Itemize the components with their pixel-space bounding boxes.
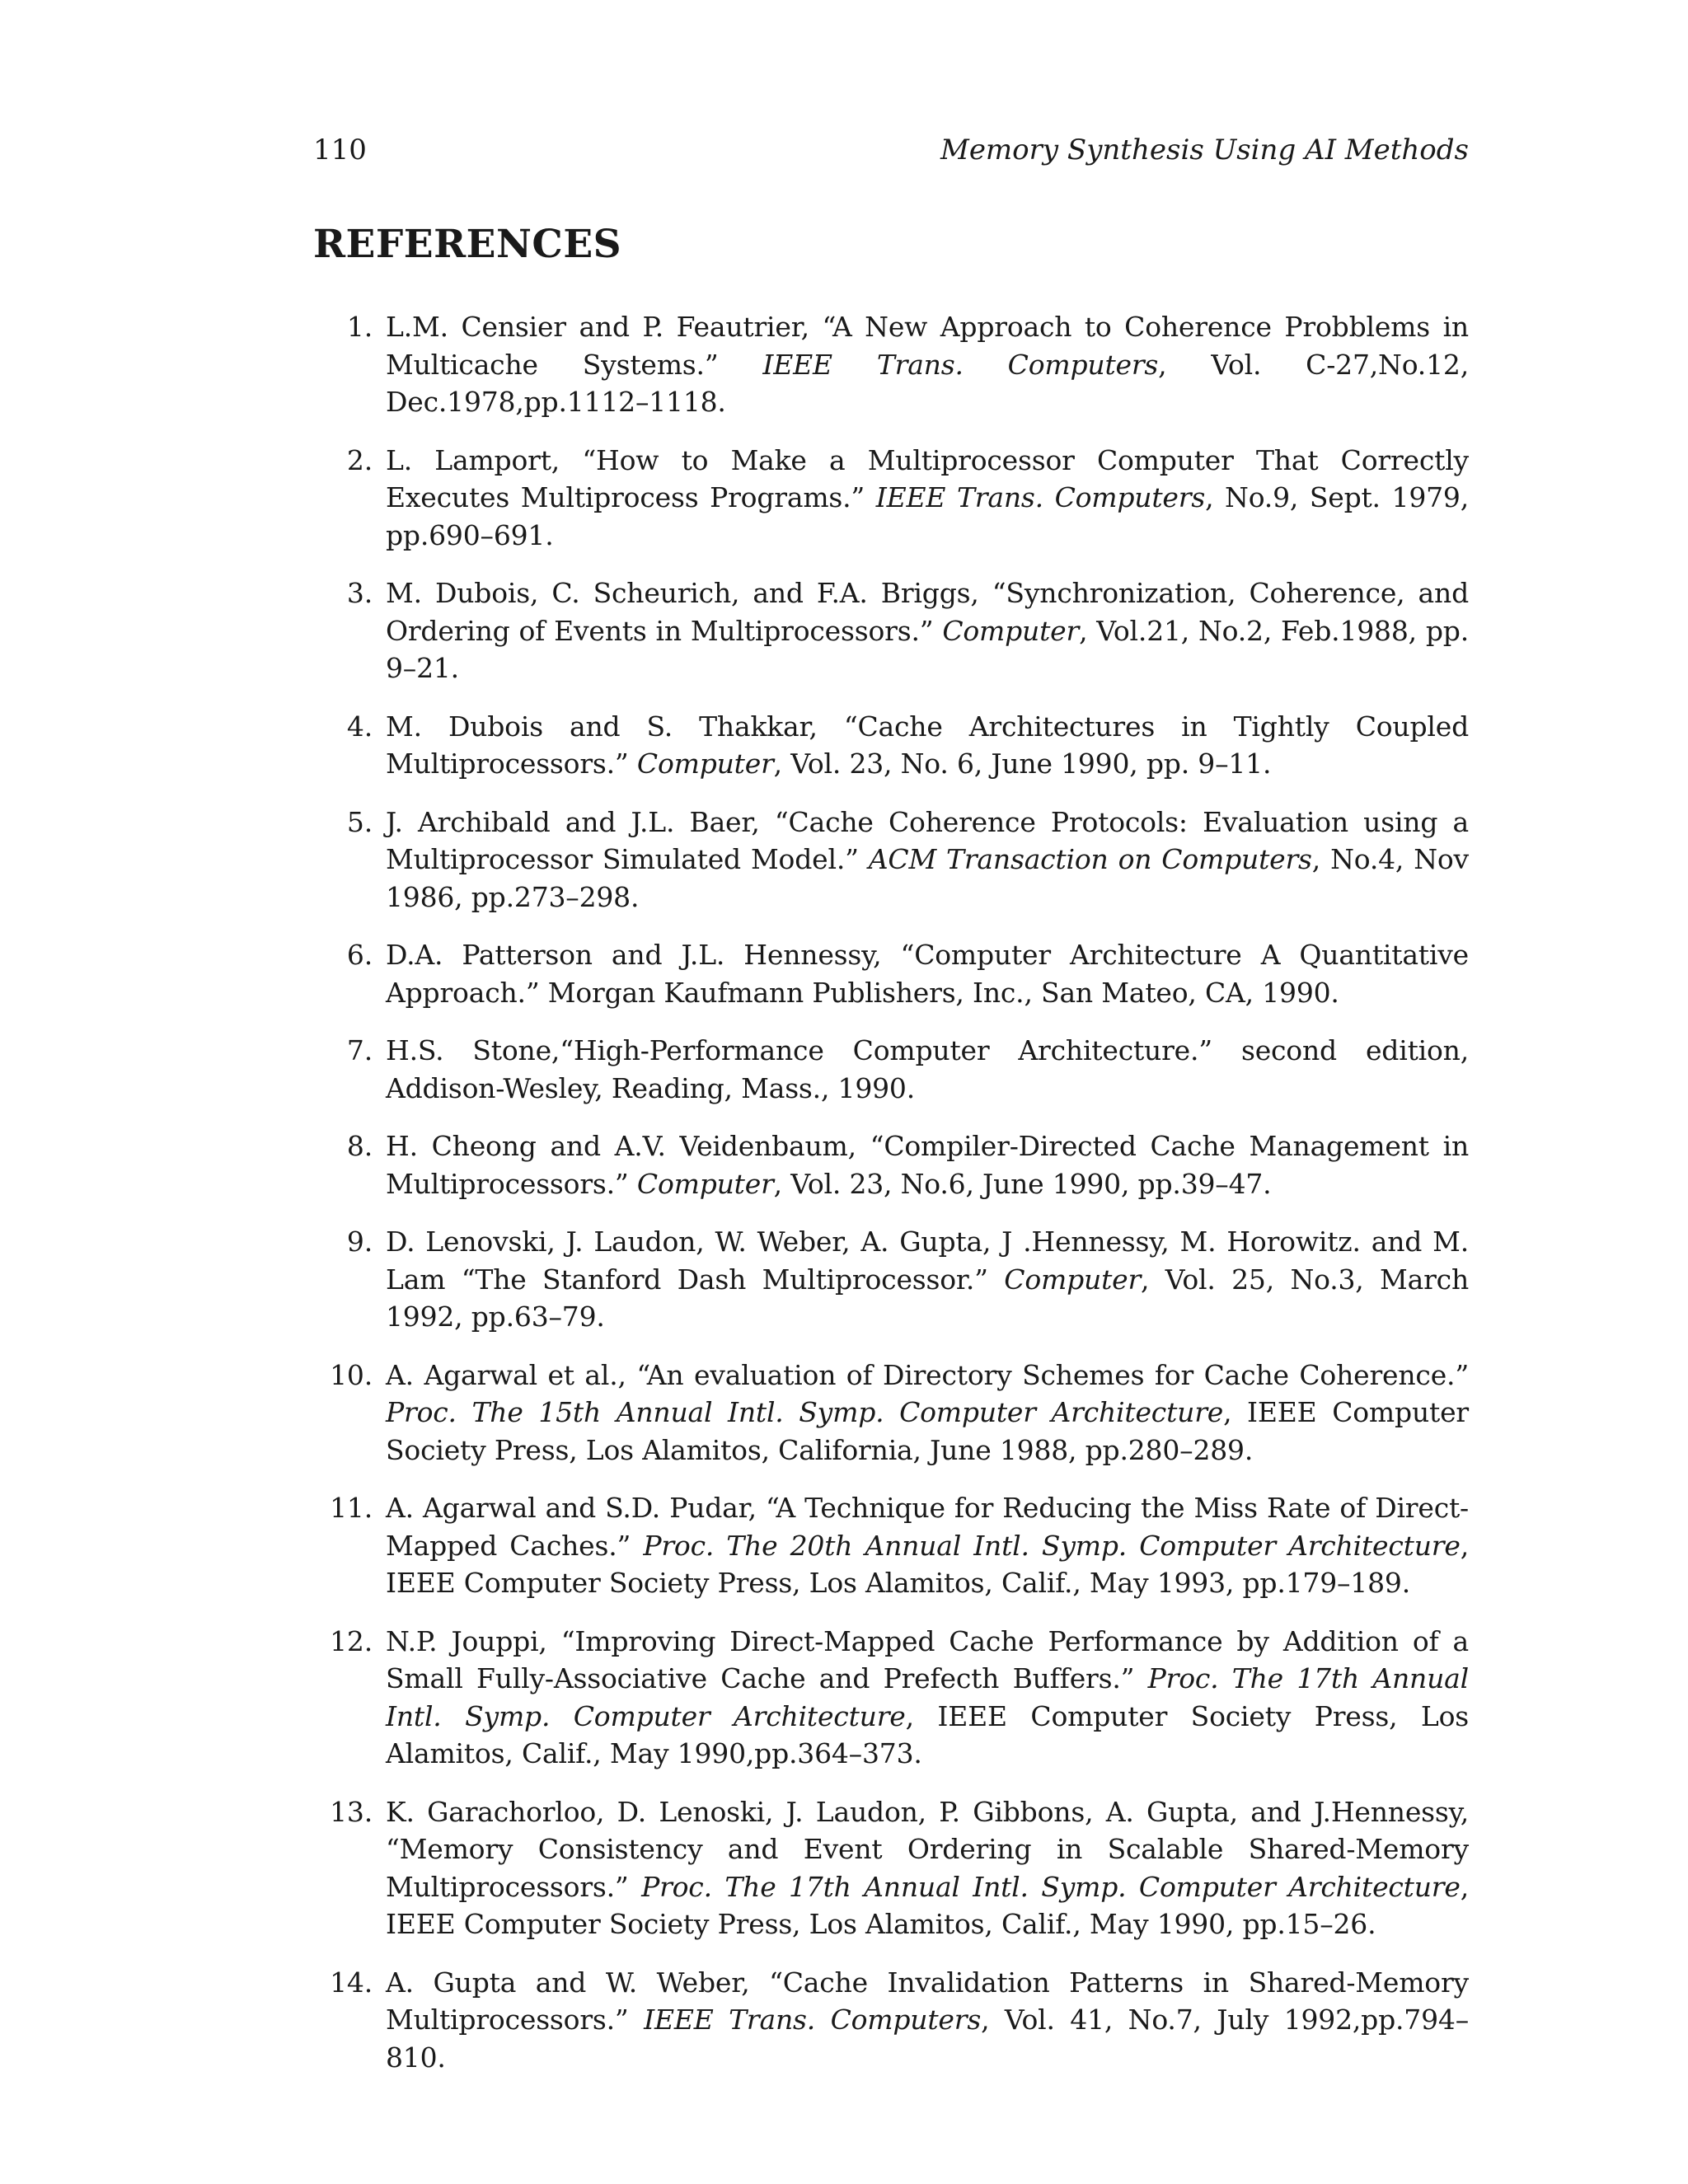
- reference-text: [386, 1034, 1469, 1104]
- reference-source-italic: Proc. The 17th Annual Intl. Symp. Computer Architecture: [641, 1870, 1461, 1903]
- reference-source-italic: Computer: [1004, 1263, 1142, 1296]
- reference-segment: , Vol. C-27,No.12, Dec.1978,pp.1112–1118.: [386, 348, 1469, 418]
- reference-segment: H.S. Stone,“High-Performance Computer Architecture.” second edition, Addison-Wesley, Reading, Mass., 1990.: [386, 1034, 1469, 1104]
- reference-item: [313, 1793, 1469, 1943]
- reference-segment: , Vol. 23, No. 6, June 1990, pp. 9–11.: [773, 748, 1272, 780]
- reference-source-italic: Computer: [636, 748, 774, 780]
- reference-source-italic: Computer: [942, 614, 1080, 647]
- reference-source-italic: Computer: [636, 1167, 774, 1200]
- reference-number: 6.: [346, 939, 373, 971]
- reference-text: [386, 1796, 1469, 1941]
- reference-number: 8.: [346, 1130, 373, 1162]
- reference-item: [313, 708, 1469, 783]
- reference-text: [386, 1966, 1469, 2074]
- reference-item: [313, 1357, 1469, 1469]
- reference-text: [386, 311, 1469, 418]
- reference-item: [313, 308, 1469, 421]
- reference-segment: H. Cheong and A.V. Veidenbaum, “Compiler-Directed Cache Management in Multiprocessors.”: [386, 1130, 1469, 1200]
- reference-item: [313, 1032, 1469, 1107]
- reference-segment: L.M. Censier and P. Feautrier, “A New Approach to Coherence Probblems in Multicache Systems.”: [386, 311, 1469, 381]
- reference-source-italic: ACM Transaction on Computers: [868, 843, 1312, 875]
- reference-item: [313, 574, 1469, 687]
- reference-text: [386, 577, 1469, 684]
- reference-segment: K. Garachorloo, D. Lenoski, J. Laudon, P. Gibbons, A. Gupta, and J.Hennessy, “Memory Consistency and Event Ordering in Scalable Shared-Memory Multiprocessors.”: [386, 1795, 1469, 1903]
- reference-text: [386, 1226, 1469, 1333]
- reference-text: [386, 1359, 1469, 1466]
- reference-text: [386, 1492, 1469, 1599]
- reference-source-italic: IEEE Trans. Computers: [762, 348, 1159, 381]
- running-header: [313, 130, 1469, 170]
- reference-segment: , IEEE Computer Society Press, Los Alamitos, Calif., May 1990,pp.364–373.: [386, 1699, 1469, 1769]
- reference-segment: , Vol. 23, No.6, June 1990, pp.39–47.: [773, 1167, 1272, 1200]
- reference-text: [386, 1625, 1469, 1770]
- reference-item: [313, 1489, 1469, 1602]
- reference-text: [386, 710, 1469, 780]
- reference-segment: D. Lenovski, J. Laudon, W. Weber, A. Gupta, J .Hennessy, M. Horowitz. and M. Lam “The Stanford Dash Multiprocessor.”: [386, 1226, 1469, 1296]
- reference-item: [313, 936, 1469, 1011]
- reference-segment: A. Gupta and W. Weber, “Cache Invalidation Patterns in Shared-Memory Multiprocessors.”: [386, 1966, 1469, 2036]
- running-title: Memory Synthesis Using AI Methods: [940, 134, 1469, 166]
- reference-item: [313, 1964, 1469, 2077]
- reference-text: [386, 1130, 1469, 1200]
- reference-item: [313, 1127, 1469, 1202]
- reference-text: [386, 939, 1469, 1009]
- reference-item: [313, 804, 1469, 916]
- section-heading: REFERENCES: [313, 222, 622, 267]
- reference-number: 7.: [346, 1034, 373, 1066]
- reference-segment: , No.4, Nov 1986, pp.273–298.: [386, 843, 1470, 913]
- reference-number: 2.: [346, 443, 373, 476]
- reference-segment: , Vol.21, No.2, Feb.1988, pp. 9–21.: [386, 614, 1469, 684]
- reference-text: [386, 806, 1469, 913]
- reference-segment: A. Agarwal and S.D. Pudar, “A Technique for Reducing the Miss Rate of Direct-Mapped Caches.”: [386, 1492, 1469, 1562]
- reference-segment: , Vol. 25, No.3, March 1992, pp.63–79.: [386, 1263, 1469, 1333]
- reference-segment: , IEEE Computer Society Press, Los Alamitos, Calif., May 1990, pp.15–26.: [386, 1870, 1469, 1940]
- reference-segment: , No.9, Sept. 1979, pp.690–691.: [386, 481, 1469, 551]
- reference-segment: D.A. Patterson and J.L. Hennessy, “Computer Architecture A Quantitative Approach.” Morgan Kaufmann Publishers, Inc., San Mateo, CA, 1990.: [386, 939, 1469, 1009]
- reference-item: [313, 442, 1469, 555]
- reference-segment: , IEEE Computer Society Press, Los Alamitos, California, June 1988, pp.280–289.: [386, 1396, 1469, 1466]
- reference-number: 1.: [346, 311, 373, 343]
- reference-segment: L. Lamport, “How to Make a Multiprocessor Computer That Correctly Executes Multiprocess Programs.”: [386, 443, 1469, 513]
- page-number: 110: [313, 134, 367, 166]
- reference-text: [386, 444, 1469, 551]
- reference-source-italic: IEEE Trans. Computers: [644, 2004, 982, 2036]
- reference-source-italic: Proc. The 15th Annual Intl. Symp. Computer Architecture: [386, 1396, 1224, 1428]
- reference-number: 10.: [330, 1358, 373, 1391]
- reference-segment: J. Archibald and J.L. Baer, “Cache Coherence Protocols: Evaluation using a Multiprocessor Simulated Model.”: [386, 805, 1469, 875]
- reference-number: 14.: [330, 1966, 373, 1999]
- reference-number: 12.: [330, 1624, 373, 1657]
- reference-segment: , Vol. 41, No.7, July 1992,pp.794–810.: [386, 2004, 1469, 2074]
- reference-source-italic: Proc. The 17th Annual Intl. Symp. Computer Architecture: [386, 1662, 1469, 1732]
- reference-segment: N.P. Jouppi, “Improving Direct-Mapped Cache Performance by Addition of a Small Fully-Associative Cache and Prefecth Buffers.”: [386, 1624, 1469, 1694]
- reference-list: [313, 308, 1469, 2097]
- reference-number: 9.: [346, 1226, 373, 1258]
- reference-source-italic: Proc. The 20th Annual Intl. Symp. Computer Architecture: [643, 1529, 1461, 1562]
- reference-number: 11.: [330, 1492, 373, 1524]
- reference-segment: A. Agarwal et al., “An evaluation of Directory Schemes for Cache Coherence.”: [386, 1358, 1469, 1391]
- reference-number: 13.: [330, 1795, 373, 1828]
- reference-segment: M. Dubois, C. Scheurich, and F.A. Briggs, “Synchronization, Coherence, and Ordering of Events in Multiprocessors.”: [386, 577, 1469, 647]
- reference-number: 4.: [346, 710, 373, 743]
- reference-number: 5.: [346, 805, 373, 838]
- reference-item: [313, 1623, 1469, 1773]
- reference-source-italic: IEEE Trans. Computers: [875, 481, 1206, 513]
- reference-number: 3.: [346, 577, 373, 609]
- reference-segment: M. Dubois and S. Thakkar, “Cache Architectures in Tightly Coupled Multiprocessors.”: [386, 710, 1469, 780]
- reference-item: [313, 1223, 1469, 1336]
- reference-segment: , IEEE Computer Society Press, Los Alamitos, Calif., May 1993, pp.179–189.: [386, 1529, 1469, 1599]
